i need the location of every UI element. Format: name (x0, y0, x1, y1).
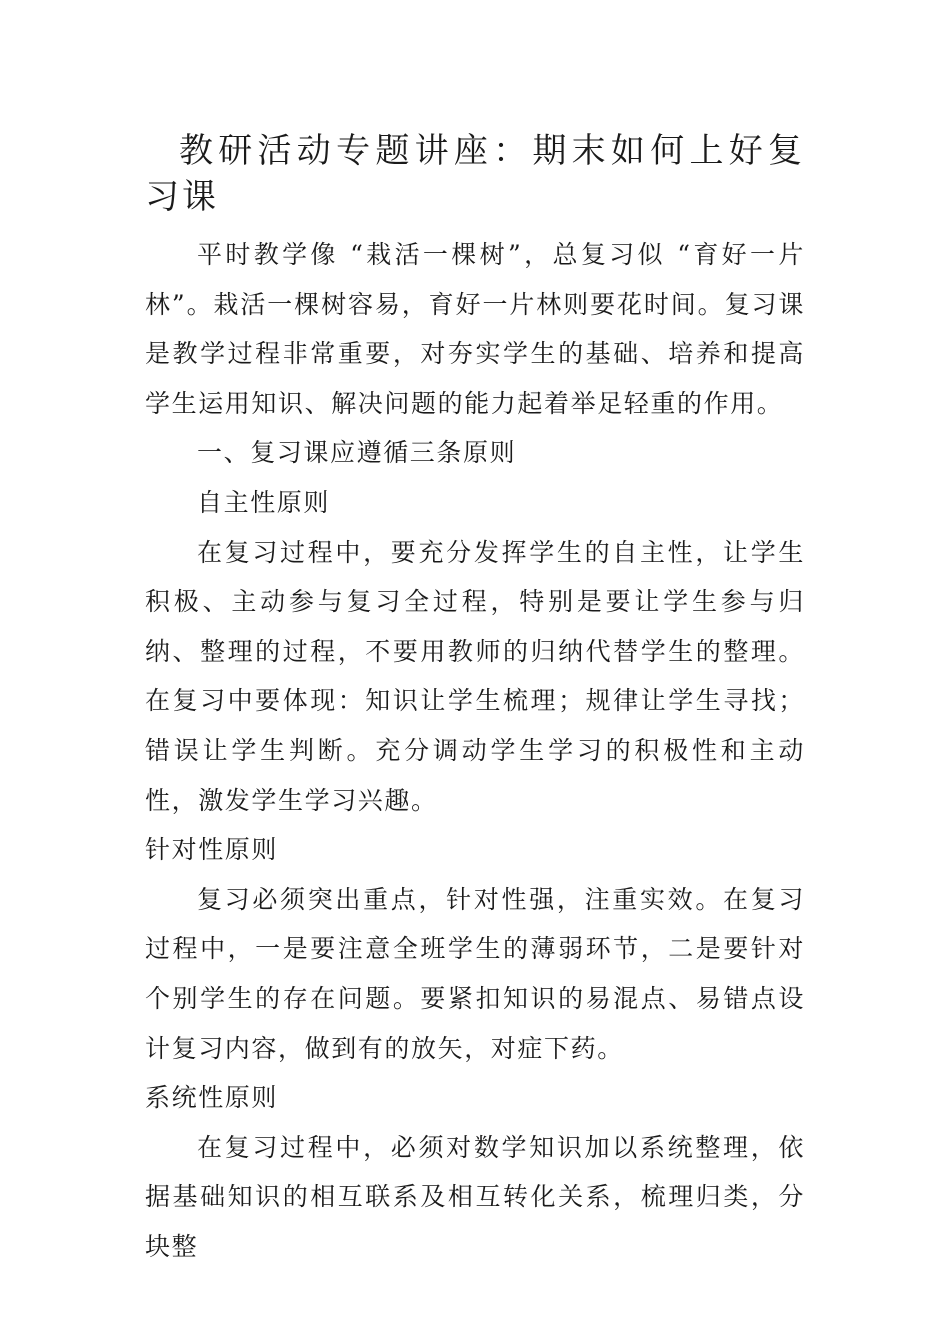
systematic-paragraph: 在复习过程中，必须对数学知识加以系统整理，依据基础知识的相互联系及相互转化关系，梳理归类，分块整 (145, 1132, 805, 1261)
subheading-systematic: 系统性原则 (145, 1083, 279, 1113)
subheading-targeted: 针对性原则 (145, 835, 279, 865)
section-heading-principles: 一、复习课应遵循三条原则 (197, 438, 517, 468)
document-title: 教研活动专题讲座：期末如何上好复习课 (145, 131, 805, 217)
intro-paragraph: 平时教学像 “栽活一棵树”，总复习似 “育好一片林”。栽活一棵树容易，育好一片林则要花时间。复习课是教学过程非常重要，对夯实学生的基础、培养和提高学生运用知识、解决问题的能力起着举足轻重的作用。 (145, 240, 805, 418)
targeted-paragraph: 复习必须突出重点，针对性强，注重实效。在复习过程中，一是要注意全班学生的薄弱环节，二是要针对个别学生的存在问题。要紧扣知识的易混点、易错点设计复习内容，做到有的放矢，对症下药。 (145, 884, 805, 1063)
autonomy-paragraph: 在复习过程中，要充分发挥学生的自主性，让学生积极、主动参与复习全过程，特别是要让学生参与归纳、整理的过程，不要用教师的归纳代替学生的整理。在复习中要体现：知识让学生梳理；规律让学生寻找；错误让学生判断。充分调动学生学习的积极性和主动性，激发学生学习兴趣。 (145, 537, 805, 815)
subheading-autonomy: 自主性原则 (197, 487, 331, 517)
document-page (145, 128, 805, 1271)
